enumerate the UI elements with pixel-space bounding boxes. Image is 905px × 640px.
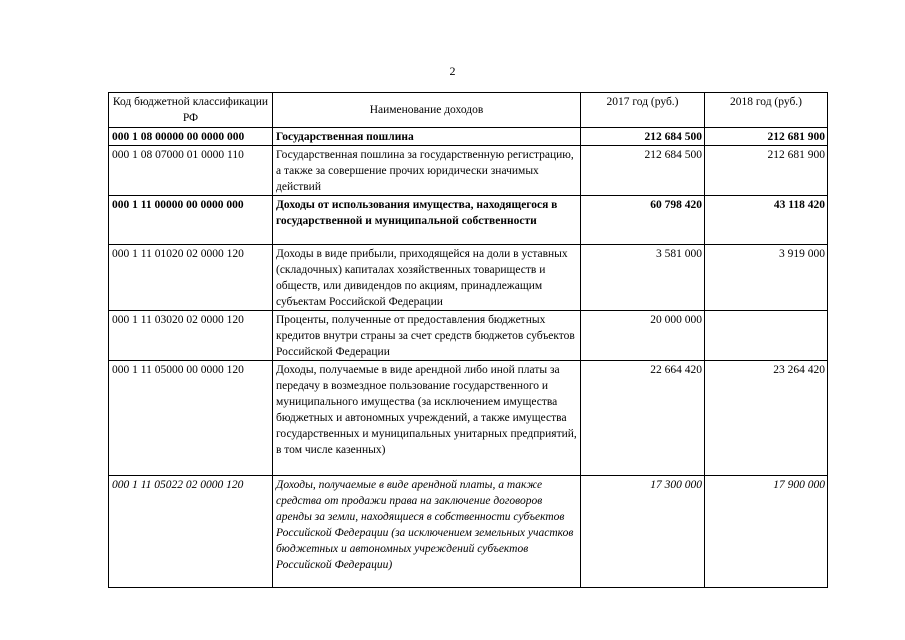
row-code: 000 1 08 00000 00 0000 000 [109, 128, 273, 146]
row-amount-2017: 22 664 420 [581, 361, 705, 476]
row-name: Государственная пошлина [273, 128, 581, 146]
header-code: Код бюджетной классификации РФ [109, 93, 273, 128]
row-code: 000 1 11 03020 02 0000 120 [109, 311, 273, 361]
row-code: 000 1 08 07000 01 0000 110 [109, 146, 273, 196]
row-code: 000 1 11 05022 02 0000 120 [109, 476, 273, 588]
row-amount-2018 [705, 311, 828, 361]
row-amount-2017: 17 300 000 [581, 476, 705, 588]
revenue-table [108, 92, 828, 588]
table-row [109, 476, 828, 588]
row-amount-2017: 3 581 000 [581, 245, 705, 311]
row-name: Доходы от использования имущества, находящегося в государственной и муниципальной собственности [273, 196, 581, 245]
row-amount-2017: 60 798 420 [581, 196, 705, 245]
row-amount-2017: 212 684 500 [581, 146, 705, 196]
page-number: 2 [449, 64, 456, 78]
row-amount-2018: 212 681 900 [705, 146, 828, 196]
row-amount-2018: 17 900 000 [705, 476, 828, 588]
header-name: Наименование доходов [273, 93, 581, 128]
header-year-2017: 2017 год (руб.) [581, 93, 705, 128]
header-year-2018: 2018 год (руб.) [705, 93, 828, 128]
row-amount-2018: 3 919 000 [705, 245, 828, 311]
row-name: Доходы, получаемые в виде арендной либо иной платы за передачу в возмездное пользование государственного и муниципального имущества (за исключением имущества бюджетных и автономных учреждений, а также имущества государственных и муниципальных унитарных предприятий, в том числе казенных) [273, 361, 581, 476]
row-name: Государственная пошлина за государственную регистрацию, а также за совершение прочих юридически значимых действий [273, 146, 581, 196]
table-row [109, 196, 828, 245]
row-amount-2018: 23 264 420 [705, 361, 828, 476]
table-row [109, 361, 828, 476]
row-amount-2018: 43 118 420 [705, 196, 828, 245]
row-code: 000 1 11 00000 00 0000 000 [109, 196, 273, 245]
row-amount-2018: 212 681 900 [705, 128, 828, 146]
table-row [109, 146, 828, 196]
row-amount-2017: 20 000 000 [581, 311, 705, 361]
table-header-row [109, 93, 828, 128]
row-name: Доходы в виде прибыли, приходящейся на доли в уставных (складочных) капиталах хозяйственных товариществ и обществ, или дивидендов по акциям, принадлежащим субъектам Российской Федерации [273, 245, 581, 311]
row-code: 000 1 11 01020 02 0000 120 [109, 245, 273, 311]
row-code: 000 1 11 05000 00 0000 120 [109, 361, 273, 476]
table-row [109, 128, 828, 146]
table-row [109, 245, 828, 311]
table-row [109, 311, 828, 361]
row-name: Проценты, полученные от предоставления бюджетных кредитов внутри страны за счет средств бюджетов субъектов Российской Федерации [273, 311, 581, 361]
row-name: Доходы, получаемые в виде арендной платы, а также средства от продажи права на заключение договоров аренды за земли, находящиеся в собственности субъектов Российской Федерации (за исключением земельных участков бюджетных и автономных учреждений субъектов Российской Федерации) [273, 476, 581, 588]
row-amount-2017: 212 684 500 [581, 128, 705, 146]
